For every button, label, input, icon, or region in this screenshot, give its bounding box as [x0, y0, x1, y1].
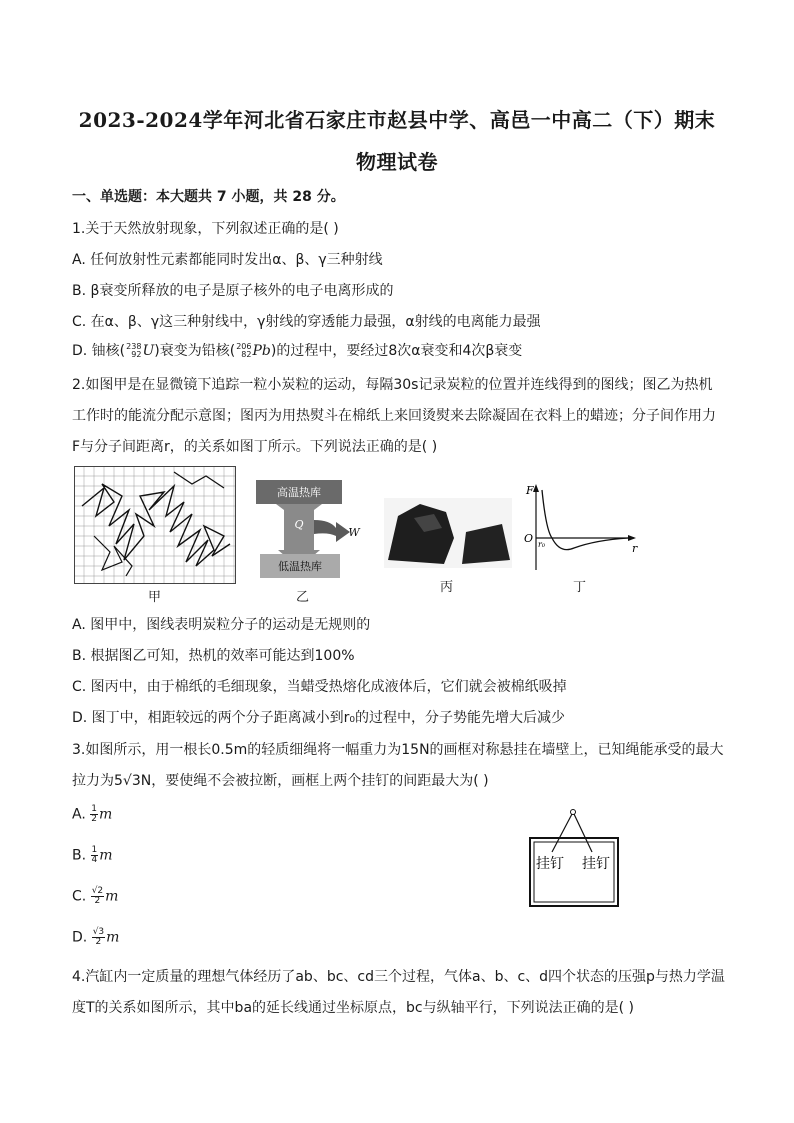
q3-d-num: √3: [92, 927, 105, 937]
q1-stem: 1.关于天然放射现象，下列叙述正确的是( ): [72, 221, 339, 237]
q1-d-pre: D. 铀核(: [72, 343, 126, 359]
q3-option-c: [72, 887, 118, 906]
q2-option-d: D. 图丁中，相距较远的两个分子距离减小到r₀的过程中，分子势能先增大后减少: [72, 710, 566, 726]
pb-isotope: [236, 343, 251, 359]
q3-d-label: D.: [72, 929, 88, 946]
q3-c-unit: m: [105, 888, 119, 905]
q1-d-post: )的过程中，要经过8次α衰变和4次β衰变: [270, 343, 523, 359]
force-r0-label: r₀: [538, 540, 546, 549]
q3-d-unit: m: [106, 929, 120, 946]
q3-option-d: [72, 928, 119, 947]
q2-option-a: A. 图甲中，图线表明炭粒分子的运动是无规则的: [72, 617, 371, 633]
q3-a-unit: m: [98, 806, 113, 823]
pb-symbol: Pb: [252, 343, 271, 359]
q1-option-a: A. 任何放射性元素都能同时发出α、β、γ三种射线: [72, 252, 383, 268]
u-symbol: U: [142, 343, 155, 359]
force-origin-label: O: [524, 532, 534, 545]
ironing-photo-figure: [384, 498, 512, 568]
picture-frame-figure: [526, 806, 622, 910]
q3-d-den: 2: [95, 937, 102, 947]
q3-b-label: B.: [72, 847, 87, 864]
q1-d-mid: )衰变为铅核(: [154, 343, 236, 359]
q2-option-c: C. 图丙中，由于棉纸的毛细现象，当蜡受热熔化成液体后，它们就会被棉纸吸掉: [72, 679, 567, 695]
fig-label-ding: 丁: [573, 580, 587, 595]
q3-a-fraction: [90, 805, 98, 824]
force-r-label: r: [632, 542, 638, 555]
q3-c-den: 2: [94, 896, 101, 906]
u-isotope: [126, 343, 141, 359]
engine-w-label: W: [348, 526, 360, 539]
q1-option-b: B. β衰变所释放的电子是原子核外的电子电离形成的: [72, 283, 394, 299]
q3-stem-l1: 3.如图所示，用一根长0.5m的轻质细绳将一幅重力为15N的画框对称悬挂在墙壁上，已知绳能承受的最大: [72, 742, 724, 758]
q4-stem-l1: 4.汽缸内一定质量的理想气体经历了ab、bc、cd三个过程，气体a、b、c、d四个状态的压强p与热力学温: [72, 969, 725, 985]
q3-a-label: A.: [72, 806, 86, 823]
q3-c-label: C.: [72, 888, 87, 905]
engine-high-label: 高温热库: [277, 486, 321, 499]
heat-engine-figure: [254, 476, 364, 584]
nail-left-label: 挂钉: [536, 856, 564, 872]
u-z: 92: [131, 350, 142, 359]
fig-label-yi: 乙: [296, 590, 310, 605]
q1-option-c: C. 在α、β、γ这三种射线中，γ射线的穿透能力最强，α射线的电离能力最强: [72, 314, 541, 330]
q3-a-den: 2: [91, 814, 97, 824]
q3-c-num: √2: [91, 886, 104, 896]
engine-low-label: 低温热库: [278, 560, 322, 573]
section-heading: 一、单选题：本大题共 7 小题，共 28 分。: [72, 189, 345, 205]
q3-option-a: [72, 805, 112, 824]
q3-b-num: 1: [91, 845, 98, 855]
brownian-motion-figure: [74, 466, 236, 584]
fig-label-jia: 甲: [148, 590, 162, 605]
q3-b-fraction: [91, 846, 99, 865]
q4-stem-l2: 度T的关系如图所示，其中ba的延长线通过坐标原点，bc与纵轴平行，下列说法正确的是( ): [72, 1000, 634, 1016]
q3-option-b: [72, 846, 113, 865]
nail-right-label: 挂钉: [582, 856, 610, 872]
force-f-label: F: [526, 484, 534, 497]
q2-option-b: B. 根据图乙可知，热机的效率可能达到100%: [72, 648, 355, 664]
q3-stem-l2: 拉力为5√3N，要使绳不会被拉断，画框上两个挂钉的间距最大为( ): [72, 773, 489, 789]
q2-stem-l1: 2.如图甲是在显微镜下追踪一粒小炭粒的运动，每隔30s记录炭粒的位置并连线得到的图线；图乙为热机: [72, 377, 713, 393]
q2-stem-l3: F与分子间距离r，的关系如图丁所示。下列说法正确的是( ): [72, 439, 438, 455]
pb-z: 82: [241, 350, 252, 359]
fig-label-bing: 丙: [440, 580, 454, 595]
u-mass: 238: [126, 342, 142, 351]
q2-stem-l2: 工作时的能流分配示意图；图丙为用热熨斗在棉纸上来回烫熨来去除凝固在衣料上的蜡迹；分子间作用力: [72, 408, 716, 424]
q3-b-den: 4: [91, 855, 98, 865]
q3-c-fraction: [91, 887, 104, 906]
force-distance-figure: [516, 480, 642, 576]
pb-mass: 206: [236, 342, 252, 351]
exam-title-line2: 物理试卷: [356, 150, 438, 174]
q1-option-d: [72, 340, 522, 360]
q3-b-unit: m: [99, 847, 113, 864]
q3-a-num: 1: [91, 804, 97, 814]
q3-d-fraction: [92, 928, 105, 947]
exam-title-line1: 2023-2024学年河北省石家庄市赵县中学、高邑一中高二（下）期末: [78, 108, 716, 132]
engine-q-label: Q: [294, 518, 304, 531]
